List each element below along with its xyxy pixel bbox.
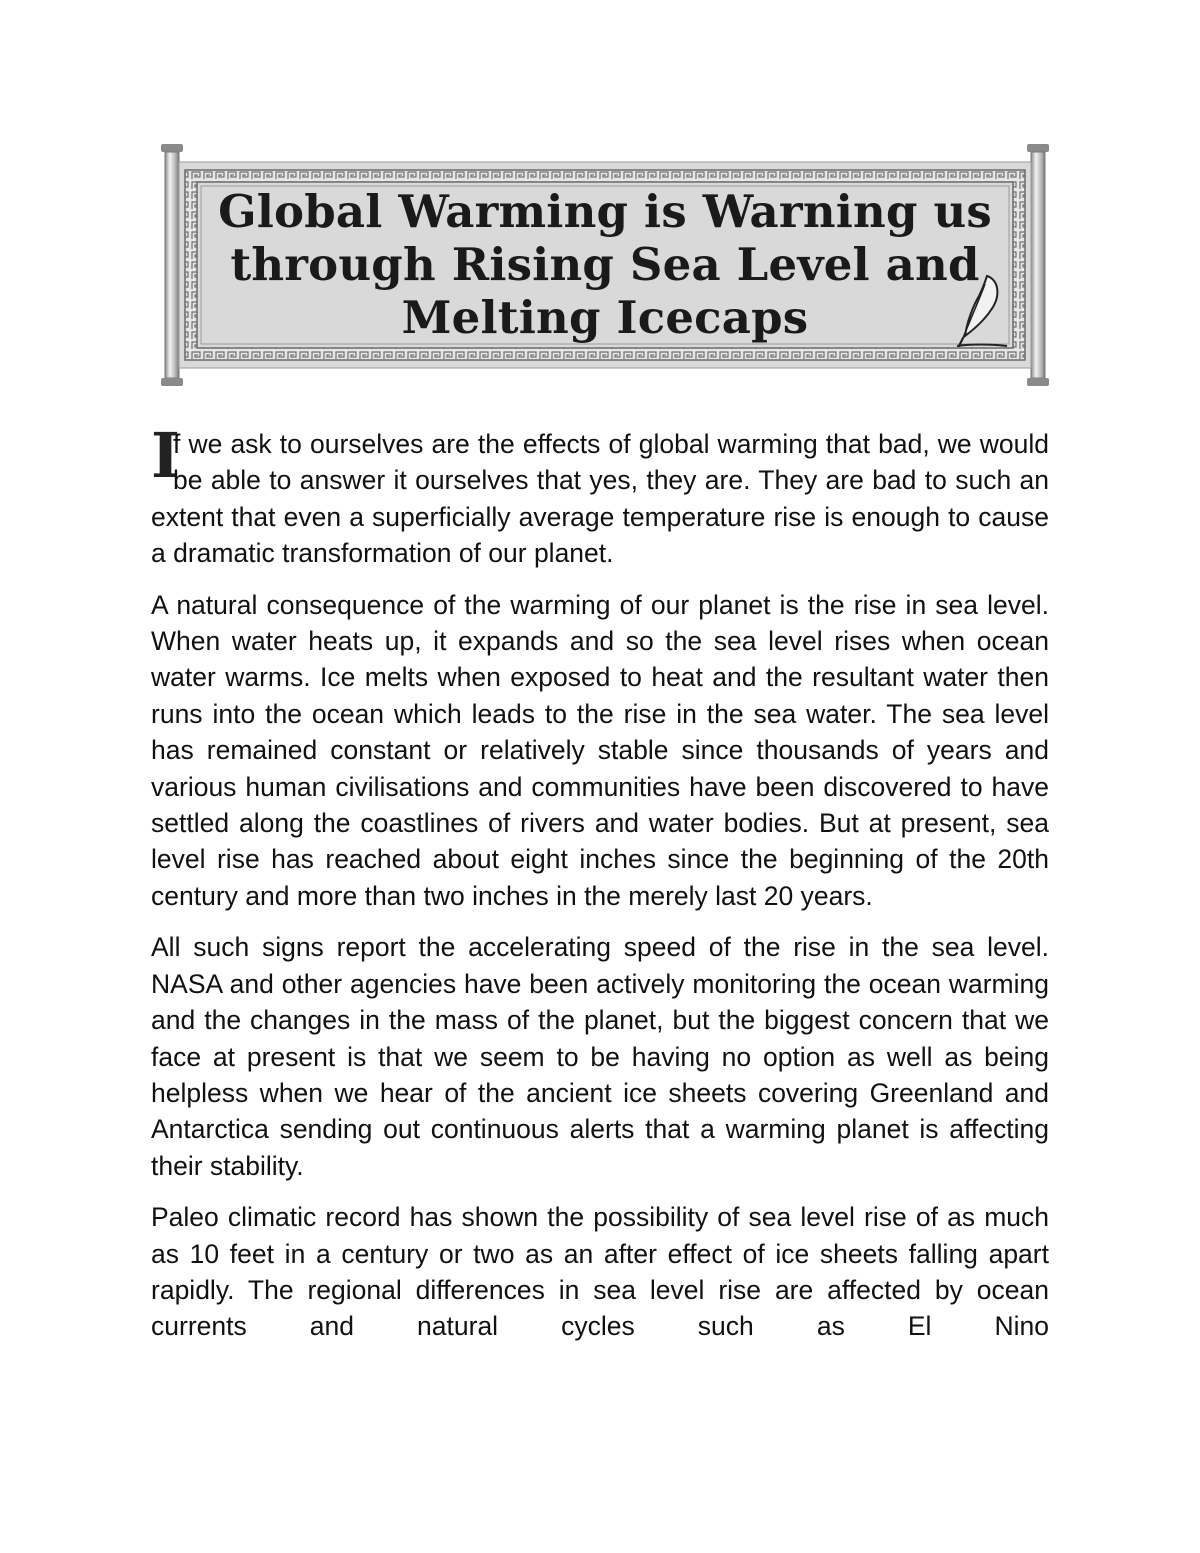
- paragraph: [151, 929, 1049, 1184]
- paragraph-text: A natural consequence of the warming of our planet is the rise in sea level. When water heats up, it expands and so the sea level rises when ocean water warms. Ice melts when exposed to heat and the resultant water then runs into the ocean which leads to the rise in the sea water. The sea level has remained constant or relatively stable since thousands of years and various human civilisations and communities have been discovered to have settled along the coastlines of rivers and water bodies. But at present, sea level rise has reached about eight inches since the beginning of the 20th century and more than two inches in the merely last 20 years.: [151, 589, 1049, 911]
- page-title: [215, 185, 995, 344]
- paragraph: [151, 587, 1049, 915]
- quill-pen-icon: [935, 270, 1015, 350]
- drop-cap: I: [151, 419, 181, 492]
- title-banner: [155, 140, 1055, 390]
- paragraph: [151, 419, 1049, 572]
- paragraph: [151, 1199, 1049, 1345]
- paragraph-text: All such signs report the accelerating speed of the rise in the sea level. NASA and other agencies have been actively monitoring the ocean warming and the changes in the mass of the planet, but the biggest concern that we face at present is that we seem to be having no option as well as being helpless when we hear of the ancient ice sheets covering Greenland and Antarctica sending out continuous alerts that a warming planet is affecting their stability.: [151, 932, 1049, 1181]
- title-line: through Rising Sea Level and: [230, 238, 980, 291]
- title-line: Global Warming is Warning us: [218, 185, 992, 238]
- paragraph-text: Paleo climatic record has shown the possibility of sea level rise of as much as 10 feet in a century or two as an after effect of ice sheets falling apart rapidly. The regional differences in sea level rise are affected by ocean currents and natural cycles such as El Nino: [151, 1202, 1049, 1342]
- article-body: [151, 419, 1049, 1360]
- paragraph-text: f we ask to ourselves are the effects of global warming that bad, we would be able to answer it ourselves that yes, they are. They are bad to such an extent that even a superficially average temperature rise is enough to cause a dramatic transformation of our planet.: [151, 429, 1049, 569]
- title-line: Melting Icecaps: [401, 291, 809, 344]
